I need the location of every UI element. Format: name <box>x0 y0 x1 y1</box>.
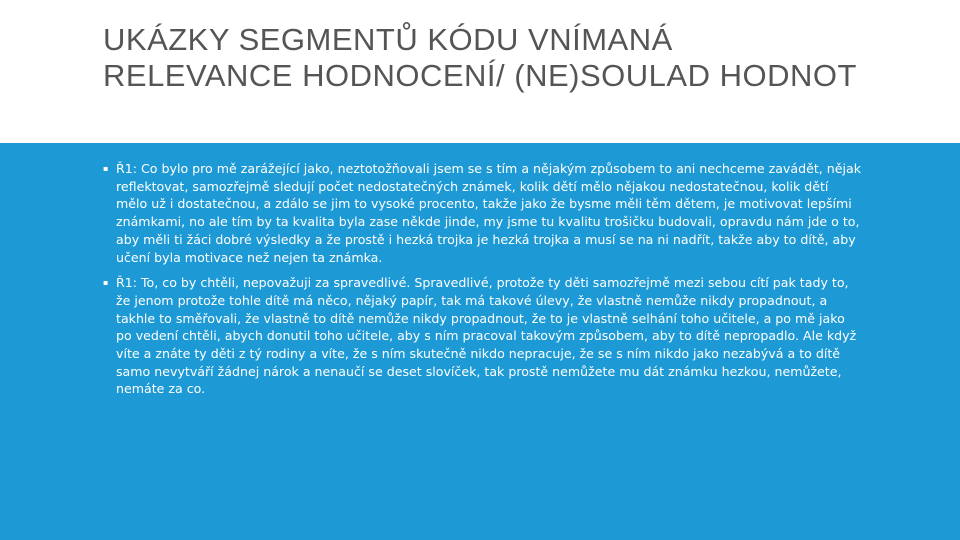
title-band <box>0 0 960 143</box>
slide-title: UKÁZKY SEGMENTŮ KÓDU VNÍMANÁ RELEVANCE HODNOCENÍ/ (NE)SOULAD HODNOT <box>103 22 857 93</box>
bullet-text: Ř1: Co bylo pro mě zarážející jako, neztotožňovali jsem se s tím a nějakým způsobem to ani nechceme zavádět, nějak reflektovat, samozřejmě sledují počet nedostatečných známek, kolik dětí mělo nějakou nedostatečnou, kolik dětí mělo už i dostatečnou, a zdálo se jim to vysoké procento, takže jako že bysme měli těm dětem, je motivovat lepšími známkami, no ale tím by ta kvalita byla zase někde jinde, my jsme tu kvalitu trošičku budovali, opravdu nám jde o to, aby měli ti žáci dobré výsledky a že prostě i hezká trojka je hezká trojka a musí se na ni nadřít, takže aby to dítě, aby učení byla motivace než nejen ta známka. <box>116 161 862 265</box>
bullet-item <box>103 274 863 398</box>
bullet-icon: ▪ <box>103 164 109 173</box>
bullet-list <box>103 160 863 406</box>
bullet-item <box>103 160 863 266</box>
bullet-text: Ř1: To, co by chtěli, nepovažuji za spravedlivé. Spravedlivé, protože ty děti samozřejmě mezi sebou cítí pak tady to, že jenom protože tohle dítě má něco, nějaký papír, tak má takové úlevy, že vlastně nemůže nikdy propadnout, a takhle to směřovali, že vlastně to dítě nemůže nikdy propadnout, že to je vlastně selhání toho učitele, a po mě jako po vedení chtěli, abych donutil toho učitele, aby s ním pracoval takovým způsobem, aby to dítě nepropadlo. Ale když víte a znáte ty děti z tý rodiny a víte, že s ním skutečně nikdo nepracuje, že se s ním nikdo jako nezabývá a to dítě samo nevytváří žádnej nárok a nenaučí se deset slovíček, tak prostě nemůžete mu dát známku hezkou, nemůžete, nemáte za co. <box>116 275 857 397</box>
bullet-icon: ▪ <box>103 278 109 288</box>
